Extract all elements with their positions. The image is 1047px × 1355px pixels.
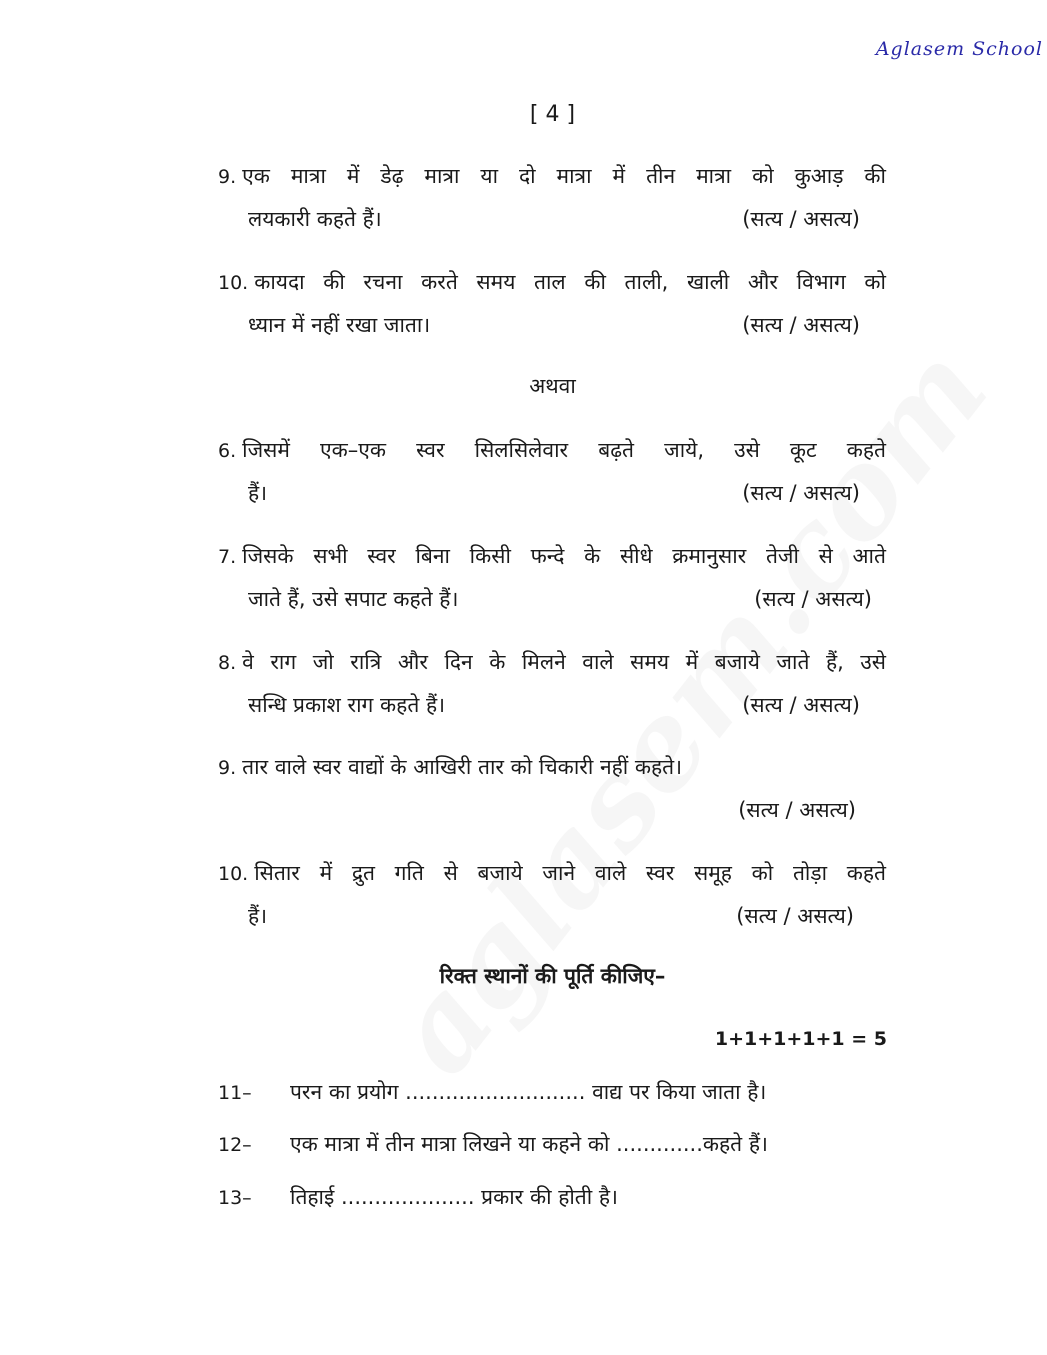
fill-item-13 xyxy=(218,1183,618,1211)
question-number: 9. xyxy=(218,757,237,779)
question-text: जिसमें एक–एक स्वर सिलसिलेवार बढ़ते जाये, उसे कूट कहते xyxy=(242,438,886,462)
fill-item-text: तिहाई .................... प्रकार की होती है। xyxy=(290,1185,618,1209)
true-false-option: (सत्य / असत्य) xyxy=(738,798,856,822)
question-number: 8. xyxy=(218,652,237,674)
question-10a xyxy=(218,261,886,346)
fill-item-12 xyxy=(218,1130,768,1158)
question-number: 10. xyxy=(218,272,249,294)
fill-item-text: परन का प्रयोग ........................... वाद्य पर किया जाता है। xyxy=(290,1080,767,1104)
fill-item-number: 13– xyxy=(218,1187,252,1209)
question-6b xyxy=(218,429,886,514)
question-text-cont: हैं। xyxy=(248,904,268,928)
question-9b xyxy=(218,746,886,831)
fill-item-text: एक मात्रा में तीन मात्रा लिखने या कहने को .............कहते हैं। xyxy=(290,1132,768,1156)
question-text-cont: लयकारी कहते हैं। xyxy=(248,207,382,231)
true-false-option: (सत्य / असत्य) xyxy=(742,693,860,717)
question-number: 6. xyxy=(218,440,237,462)
fill-blanks-heading: रिक्त स्थानों की पूर्ति कीजिए– xyxy=(439,964,666,988)
true-false-option: (सत्य / असत्य) xyxy=(754,587,872,611)
fill-item-number: 11– xyxy=(218,1082,252,1104)
question-text: कायदा की रचना करते समय ताल की ताली, खाली और विभाग को xyxy=(254,270,886,294)
question-10b xyxy=(218,852,886,937)
question-text: एक मात्रा में डेढ़ मात्रा या दो मात्रा में तीन मात्रा को कुआड़ की xyxy=(242,164,886,188)
marks-allocation: 1+1+1+1+1 = 5 xyxy=(714,1028,887,1050)
brand-watermark-text: Aglasem School xyxy=(875,38,1043,60)
question-text: सितार में द्रुत गति से बजाये जाने वाले स्वर समूह को तोड़ा कहते xyxy=(254,861,886,885)
question-9a xyxy=(218,155,886,240)
question-text: तार वाले स्वर वाद्यों के आखिरी तार को चिकारी नहीं कहते। xyxy=(242,755,683,779)
question-number: 10. xyxy=(218,863,249,885)
question-7b xyxy=(218,535,886,620)
question-number: 7. xyxy=(218,546,237,568)
question-text-cont: सन्धि प्रकाश राग कहते हैं। xyxy=(248,693,446,717)
true-false-option: (सत्य / असत्य) xyxy=(742,481,860,505)
fill-item-11 xyxy=(218,1078,766,1106)
true-false-option: (सत्य / असत्य) xyxy=(742,207,860,231)
question-text-cont: जाते हैं, उसे सपाट कहते हैं। xyxy=(248,587,459,611)
question-text-cont: ध्यान में नहीं रखा जाता। xyxy=(248,313,431,337)
question-8b xyxy=(218,641,886,726)
question-number: 9. xyxy=(218,166,237,188)
true-false-option: (सत्य / असत्य) xyxy=(736,904,854,928)
question-text: जिसके सभी स्वर बिना किसी फन्दे के सीधे क्रमानुसार तेजी से आते xyxy=(242,544,886,568)
question-text-cont: हैं। xyxy=(248,481,268,505)
or-label: अथवा xyxy=(529,374,576,398)
fill-item-number: 12– xyxy=(218,1134,252,1156)
page-number: [ 4 ] xyxy=(529,102,576,127)
true-false-option: (सत्य / असत्य) xyxy=(742,313,860,337)
question-text: वे राग जो रात्रि और दिन के मिलने वाले समय में बजाये जाते हैं, उसे xyxy=(242,650,886,674)
